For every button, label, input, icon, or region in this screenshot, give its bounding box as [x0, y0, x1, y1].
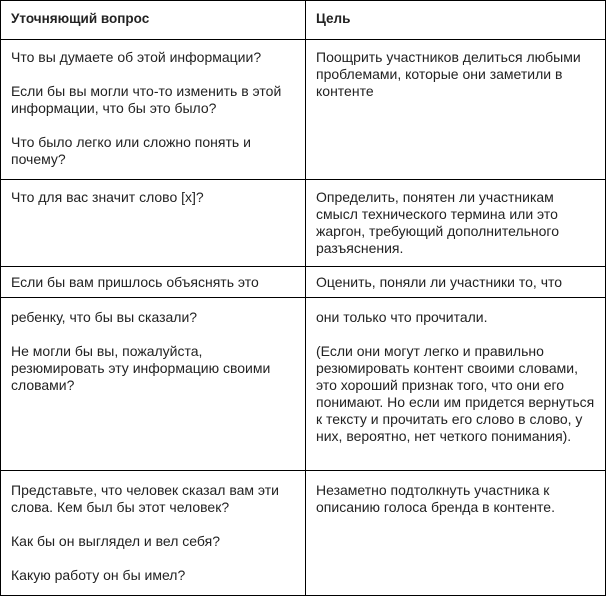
goal-cell	[306, 298, 605, 470]
goal-cell	[306, 267, 605, 297]
goal-text: они только что прочитали.	[316, 309, 488, 325]
header-question: Уточняющий вопрос	[1, 1, 306, 39]
question-text: Как бы он выглядел и вел себя?	[11, 533, 221, 549]
question-text: Что было легко или сложно понять и почему?	[11, 134, 251, 167]
goal-text: Оценить, поняли ли участники то, что	[316, 274, 563, 290]
question-text: ребенку, что бы вы сказали?	[11, 309, 198, 325]
header-goal: Цель	[316, 11, 351, 26]
goal-text: Незаметно подтолкнуть участника к описанию голоса бренда в контенте.	[316, 482, 555, 515]
question-text: Представьте, что человек сказал вам эти слова. Кем был бы этот человек?	[11, 482, 280, 515]
question-cell	[1, 267, 306, 297]
table-row	[1, 180, 605, 267]
question-text: Что для вас значит слово [x]?	[11, 189, 204, 205]
goal-cell	[306, 471, 605, 595]
table-row	[1, 298, 605, 471]
table-row	[1, 40, 605, 180]
question-text: Не могли бы вы, пожалуйста, резюмировать эту информацию своими словами?	[11, 343, 271, 393]
question-text: Какую работу он бы имел?	[11, 567, 186, 583]
question-cell	[1, 180, 306, 266]
goal-cell	[306, 40, 605, 179]
question-text: Если бы вам пришлось объяснять это	[11, 274, 259, 290]
question-cell	[1, 40, 306, 179]
goal-text: Определить, понятен ли участникам смысл технического термина или это жаргон, требующий дополнительного разъяснения.	[316, 189, 559, 256]
table-row	[1, 471, 605, 595]
table-row	[1, 267, 605, 298]
goal-text: (Если они могут легко и правильно резюмировать контент своими словами, это хороший признак того, что они его понимают. Но если им придется вернуться к тексту и прочитать его слово в слово, у них, вероятно, нет четкого понимания).	[316, 343, 595, 444]
question-text: Если бы вы могли что-то изменить в этой информации, что бы это было?	[11, 83, 282, 116]
table-header-row	[1, 1, 605, 40]
goal-cell	[306, 180, 605, 266]
question-cell	[1, 298, 306, 470]
goal-text: Поощрить участников делиться любыми проблемами, которые они заметили в контенте	[316, 49, 581, 99]
question-cell	[1, 471, 306, 595]
question-text: Что вы думаете об этой информации?	[11, 49, 262, 65]
